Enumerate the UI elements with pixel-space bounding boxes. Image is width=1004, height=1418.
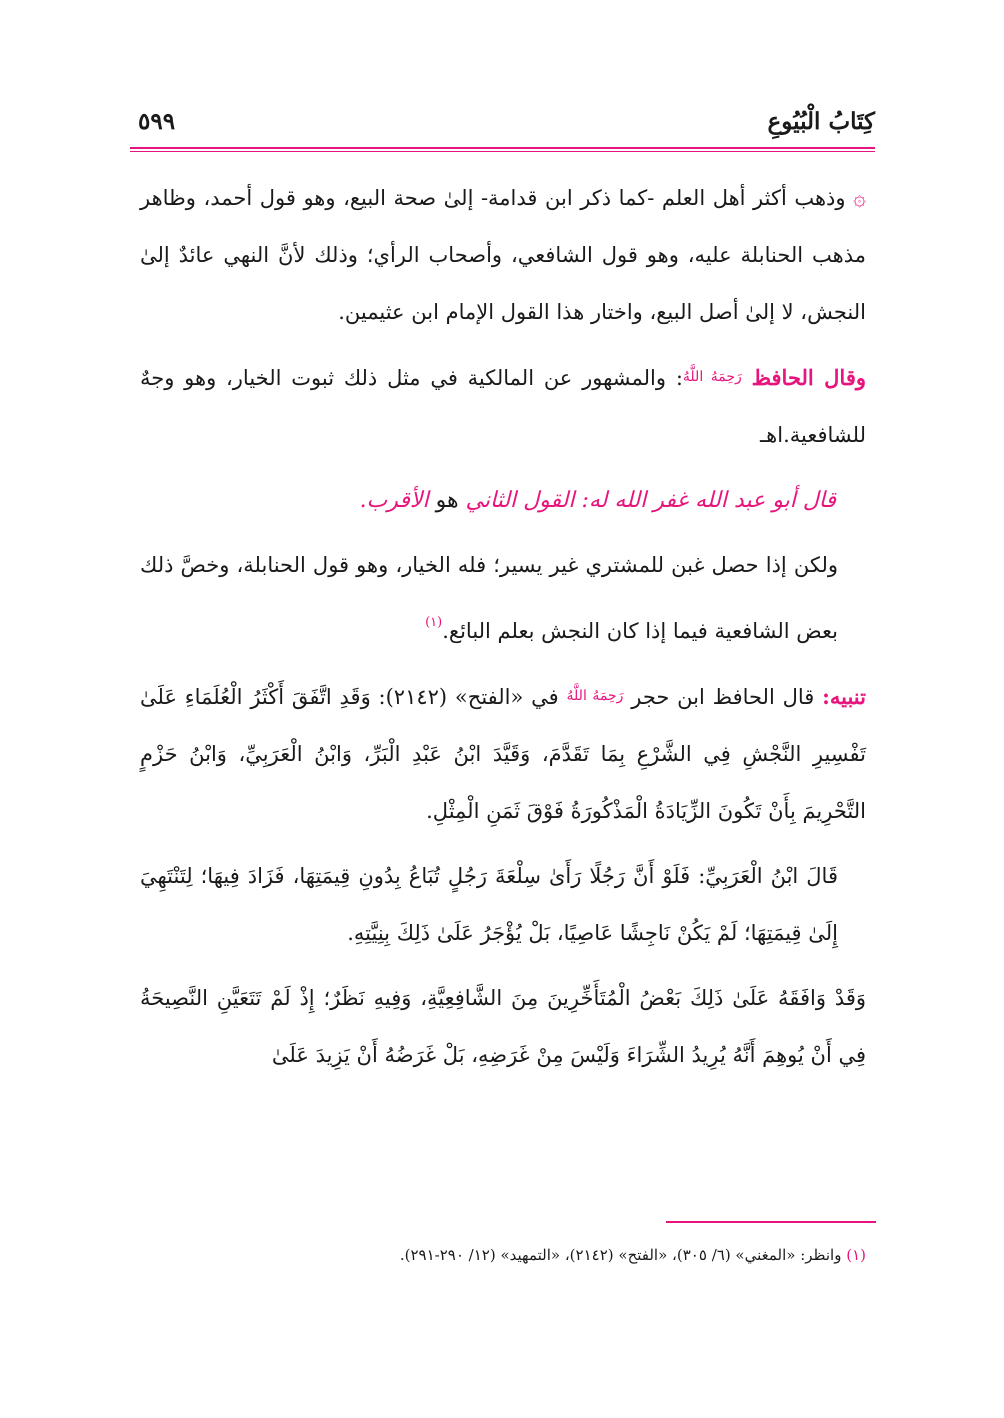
paragraph-4 [140,537,866,660]
page-number: ٥٩٩ [138,108,176,135]
footnote [140,1246,866,1264]
paragraph-6-text: قَالَ ابْنُ الْعَرَبِيِّ: فَلَوْ أَنَّ رَجُلًا رَأَىٰ سِلْعَةَ رَجُلٍ تُبَاعُ بِدُونِ قِيمَتِهَا، فَزَادَ فِيهَا؛ لِتَنْتَهِيَ إِلَىٰ قِيمَتِهَا؛ لَمْ يَكُنْ نَاجِشًا عَاصِيًا، بَلْ يُؤْجَرُ عَلَىٰ ذَلِكَ بِنِيَّتِهِ. [140,864,838,945]
paragraph-5 [140,668,866,840]
paragraph-2 [140,349,866,464]
notice-lead: تنبيه: [822,684,866,709]
honorific-icon-2: رَحِمَهُ اللَّهُ [566,688,624,704]
author-note-mid: هو [435,488,466,513]
paragraph-1 [140,170,866,341]
paragraph-5-intro: قال الحافظ ابن حجر [631,685,823,709]
paragraph-5-source: في «الفتح» (٢١٤٢): [378,685,567,709]
author-note-emph: القول الثاني [465,488,582,513]
header-rule-thick [130,147,875,149]
paragraph-1-text: وذهب أكثر أهل العلم -كما ذكر ابن قدامة- إلىٰ صحة البيع، وهو قول أحمد، وظاهر مذهب الحنابلة عليه، وهو قول الشافعي، وأصحاب الرأي؛ وذلك لأنَّ النهي عائدٌ إلىٰ النجش، لا إلىٰ أصل البيع، واختار هذا القول الإمام ابن عثيمين. [140,186,866,324]
paragraph-7-text: وَقَدْ وَافَقَهُ عَلَىٰ ذَلِكَ بَعْضُ الْمُتَأَخِّرِينَ مِنَ الشَّافِعِيَّةِ، وَفِيهِ نَظَرٌ؛ إِذْ لَمْ تَتَعَيَّنِ النَّصِيحَةُ فِي أَنْ يُوهِمَ أَنَّهُ يُرِيدُ الشِّرَاءَ وَلَيْسَ مِنْ غَرَضِهِ، بَلْ غَرَضُهُ أَنْ يَزِيدَ عَلَىٰ [140,986,866,1067]
main-text [140,170,866,1092]
honorific-icon: رَحِمَهُ اللَّهُ [682,369,742,385]
paragraph-2-lead: وقال الحافظ [751,365,866,390]
author-note-end: الأقرب. [359,488,436,513]
paragraph-6 [140,848,866,962]
paragraph-4-text: ولكن إذا حصل غبن للمشتري غير يسير؛ فله الخيار، وهو قول الحنابلة، وخصَّ ذلك بعض الشافعية فيما إذا كان النجش بعلم البائع. [140,553,838,643]
paragraph-2-text: : والمشهور عن المالكية في مثل ذلك ثبوت الخيار، وهو وجهٌ للشافعية.اهـ [140,366,866,447]
paragraph-7 [140,970,866,1084]
ornament-icon: ۞ [853,186,866,211]
page-header [130,100,875,144]
footnote-rule [666,1221,876,1223]
header-rule-thin [130,151,875,152]
author-note [140,472,866,529]
footnote-text: وانظر: «المغني» (٦/ ٣٠٥)، «الفتح» (٢١٤٢)، «التمهيد» (١٢/ ٢٩٠-٢٩١). [399,1246,847,1264]
chapter-title: كِتَابُ الْبُيُوعِ [767,108,875,135]
author-note-lead: قال أبو عبد الله غفر الله له: [581,488,836,513]
footnote-ref[interactable]: (١) [425,615,443,630]
paragraph-5-quote: وَقَدِ اتَّفَقَ أَكْثَرُ الْعُلَمَاءِ عَلَىٰ تَفْسِيرِ النَّجْشِ فِي الشَّرْعِ بِمَا تَقَدَّمَ، وَقَيَّدَ ابْنُ عَبْدِ الْبَرِّ، وَابْنُ الْعَرَبِيِّ، وَابْنُ حَزْمٍ التَّحْرِيمَ بِأَنْ تَكُونَ الزِّيَادَةُ الْمَذْكُورَةُ فَوْقَ ثَمَنِ الْمِثْلِ. [140,685,866,823]
footnote-number: (١) [846,1246,866,1264]
